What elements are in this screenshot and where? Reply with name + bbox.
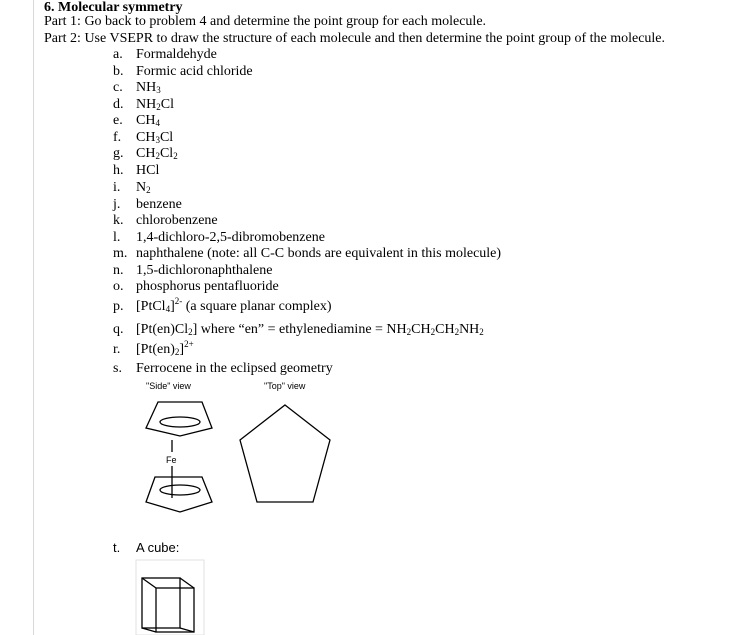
list-item-l: l. 1,4-dichloro-2,5-dibromobenzene xyxy=(113,230,325,245)
list-item-k: k. chlorobenzene xyxy=(113,213,218,228)
section-title: 6. Molecular symmetry xyxy=(44,0,183,15)
pentagon-shape xyxy=(240,405,330,502)
ferrocene-top-view xyxy=(235,405,335,505)
list-item-p: p. [PtCl$_4$]$^{2-}$ (a square planar complex) xyxy=(113,296,332,314)
list-item-f: f. $CH_3Cl$ xyxy=(113,130,174,145)
part1-text: Part 1: Go back to problem 4 and determine the point group for each molecule. xyxy=(44,14,487,29)
list-item-n: n. 1,5-dichloronaphthalene xyxy=(113,263,273,278)
ferrocene-side-view xyxy=(140,402,220,512)
list-item-i: i. $N_2$ xyxy=(113,180,151,195)
upper-ring-outline xyxy=(146,402,212,436)
cube-back-face xyxy=(142,578,180,628)
upper-ring-ellipse xyxy=(160,417,200,427)
lower-ring-ellipse xyxy=(160,485,200,495)
list-item-a: a. Formaldehyde xyxy=(113,47,217,62)
list-item-m: m. naphthalene (note: all C-C bonds are equivalent in this molecule) xyxy=(113,246,502,261)
list-item-e: e. $CH_4$ xyxy=(113,113,160,128)
cube-front-face xyxy=(156,588,194,632)
cube-edge-2 xyxy=(180,578,194,588)
list-item-q: q. $[Pt(en)Cl_2]$ where “en” = ethylenediamine = $NH_2CH_2CH_2NH_2$ xyxy=(113,322,484,337)
top-view-caption: "Top" view xyxy=(264,381,306,391)
list-item-h: h. HCl xyxy=(113,163,160,178)
list-item-d: d. $NH_2Cl$ xyxy=(113,97,174,112)
list-item-t: t. A cube: xyxy=(113,540,180,555)
list-item-j: j. benzene xyxy=(113,197,182,212)
part2-text: Part 2: Use VSEPR to draw the structure of each molecule and then determine the point group of the molecule. xyxy=(44,31,666,46)
side-view-caption: "Side" view xyxy=(146,381,191,391)
list-item-o: o. phosphorus pentafluoride xyxy=(113,279,279,294)
list-item-g: g. $CH_2Cl_2$ xyxy=(113,146,178,161)
list-item-s: s. Ferrocene in the eclipsed geometry xyxy=(113,361,333,376)
cube-drawing xyxy=(136,560,206,635)
list-item-r: r. $[Pt(en)_2]^{2+}$ xyxy=(113,339,194,357)
list-item-c: c. $NH_3$ xyxy=(113,80,161,95)
list-item-b: b. Formic acid chloride xyxy=(113,64,253,79)
cube-edge-1 xyxy=(142,578,156,588)
fe-label: Fe xyxy=(166,455,177,465)
